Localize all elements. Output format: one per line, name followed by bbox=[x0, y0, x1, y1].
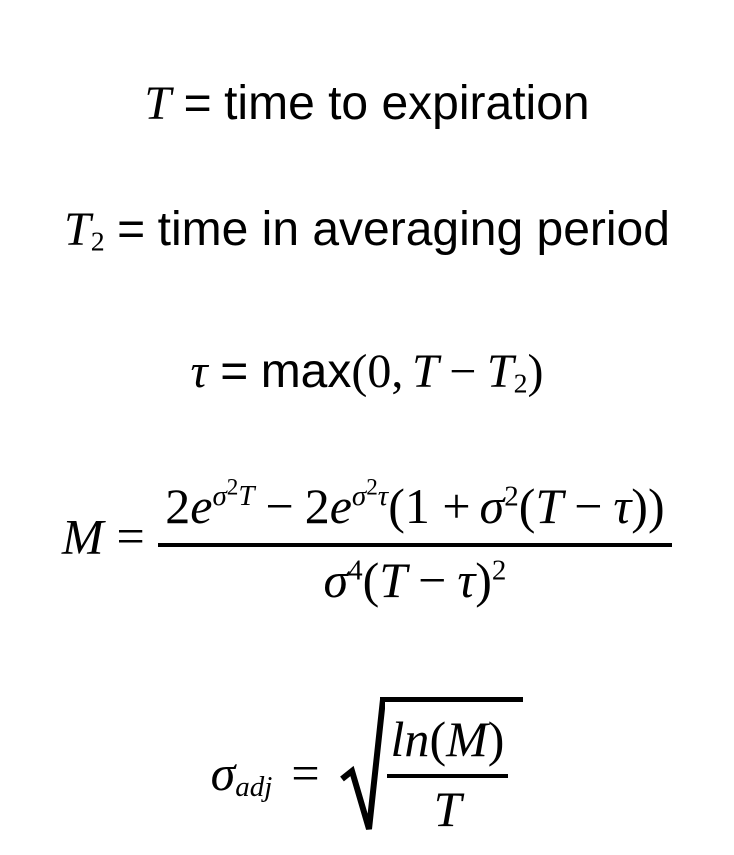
superscript-2: 2 bbox=[504, 480, 519, 513]
formula-tau-definition bbox=[0, 345, 734, 400]
fraction-numerator bbox=[158, 474, 672, 547]
tau-symbol: τ bbox=[377, 480, 389, 513]
equals-sign: = bbox=[183, 77, 212, 130]
exponent-group bbox=[212, 475, 255, 513]
formula-line bbox=[211, 697, 524, 837]
variable-T: T bbox=[535, 477, 564, 534]
sigma-symbol: σ bbox=[212, 480, 227, 513]
formula-line bbox=[190, 345, 544, 400]
minus-sign: − bbox=[265, 477, 294, 534]
variable-M: M bbox=[446, 711, 488, 767]
variable-T2: T bbox=[64, 203, 91, 256]
tau-symbol: τ bbox=[613, 477, 632, 534]
minus-sign: − bbox=[449, 345, 477, 398]
fraction bbox=[158, 474, 672, 610]
sigma-symbol: σ bbox=[479, 477, 505, 534]
variable-T: T bbox=[433, 781, 462, 837]
minus-sign: − bbox=[418, 552, 447, 609]
max-function: max bbox=[260, 345, 352, 398]
open-paren-zero-comma: (0, bbox=[351, 345, 404, 398]
definition-text: time in averaging period bbox=[157, 203, 670, 256]
subscript-2: 2 bbox=[513, 368, 528, 400]
variable-T: T bbox=[411, 345, 439, 398]
fraction-denominator bbox=[323, 547, 506, 610]
open-paren: ( bbox=[429, 711, 447, 767]
close-parens: )) bbox=[631, 477, 665, 534]
equals-sign: = bbox=[220, 345, 249, 398]
radicand bbox=[380, 697, 524, 837]
variable-T2: T bbox=[486, 345, 514, 398]
formula-line bbox=[144, 77, 590, 130]
definition-text: time to expiration bbox=[224, 77, 590, 130]
tau-symbol: τ bbox=[457, 552, 476, 609]
euler-e: e bbox=[329, 477, 352, 534]
coefficient-2: 2 bbox=[165, 477, 191, 534]
superscript-2: 2 bbox=[491, 554, 507, 587]
sigma-symbol: σ bbox=[210, 745, 236, 802]
superscript-2: 2 bbox=[366, 475, 378, 501]
variable-M: M bbox=[61, 508, 104, 565]
euler-e: e bbox=[190, 477, 213, 534]
superscript-2: 2 bbox=[226, 475, 239, 501]
square-root bbox=[339, 697, 524, 837]
sigma-symbol: σ bbox=[323, 552, 349, 609]
exponent-group bbox=[351, 475, 389, 513]
formula-time-in-averaging-period bbox=[0, 203, 734, 258]
radical-icon bbox=[339, 697, 385, 837]
sigma-symbol: σ bbox=[351, 480, 367, 513]
equals-sign: = bbox=[117, 203, 146, 256]
radicand-numerator bbox=[387, 709, 509, 778]
open-paren: ( bbox=[518, 477, 536, 534]
minus-sign: − bbox=[574, 477, 603, 534]
ln-function: ln bbox=[390, 711, 430, 767]
close-paren: ) bbox=[527, 345, 544, 398]
superscript-4: 4 bbox=[348, 554, 363, 587]
left-hand-side bbox=[210, 745, 339, 804]
equals-sign: = bbox=[116, 508, 145, 565]
formula-line bbox=[64, 203, 670, 258]
subscript-2: 2 bbox=[90, 226, 105, 258]
open-paren: ( bbox=[362, 552, 380, 609]
close-paren: ) bbox=[487, 711, 505, 767]
open-paren-one-plus: (1 + bbox=[388, 477, 471, 534]
radicand-fraction bbox=[387, 709, 509, 837]
tau-symbol: τ bbox=[190, 345, 208, 398]
subscript-adj: adj bbox=[235, 771, 273, 804]
equals-sign: = bbox=[291, 745, 320, 802]
coefficient-2: 2 bbox=[304, 477, 330, 534]
formula-time-to-expiration bbox=[0, 77, 734, 130]
variable-T: T bbox=[238, 480, 255, 513]
formula-M-definition bbox=[0, 474, 734, 610]
variable-T: T bbox=[379, 552, 408, 609]
radicand-denominator bbox=[434, 778, 462, 837]
variable-T: T bbox=[144, 77, 172, 130]
formula-sigma-adj-definition bbox=[0, 697, 734, 837]
close-paren: ) bbox=[475, 552, 492, 609]
formula-line bbox=[62, 474, 672, 610]
